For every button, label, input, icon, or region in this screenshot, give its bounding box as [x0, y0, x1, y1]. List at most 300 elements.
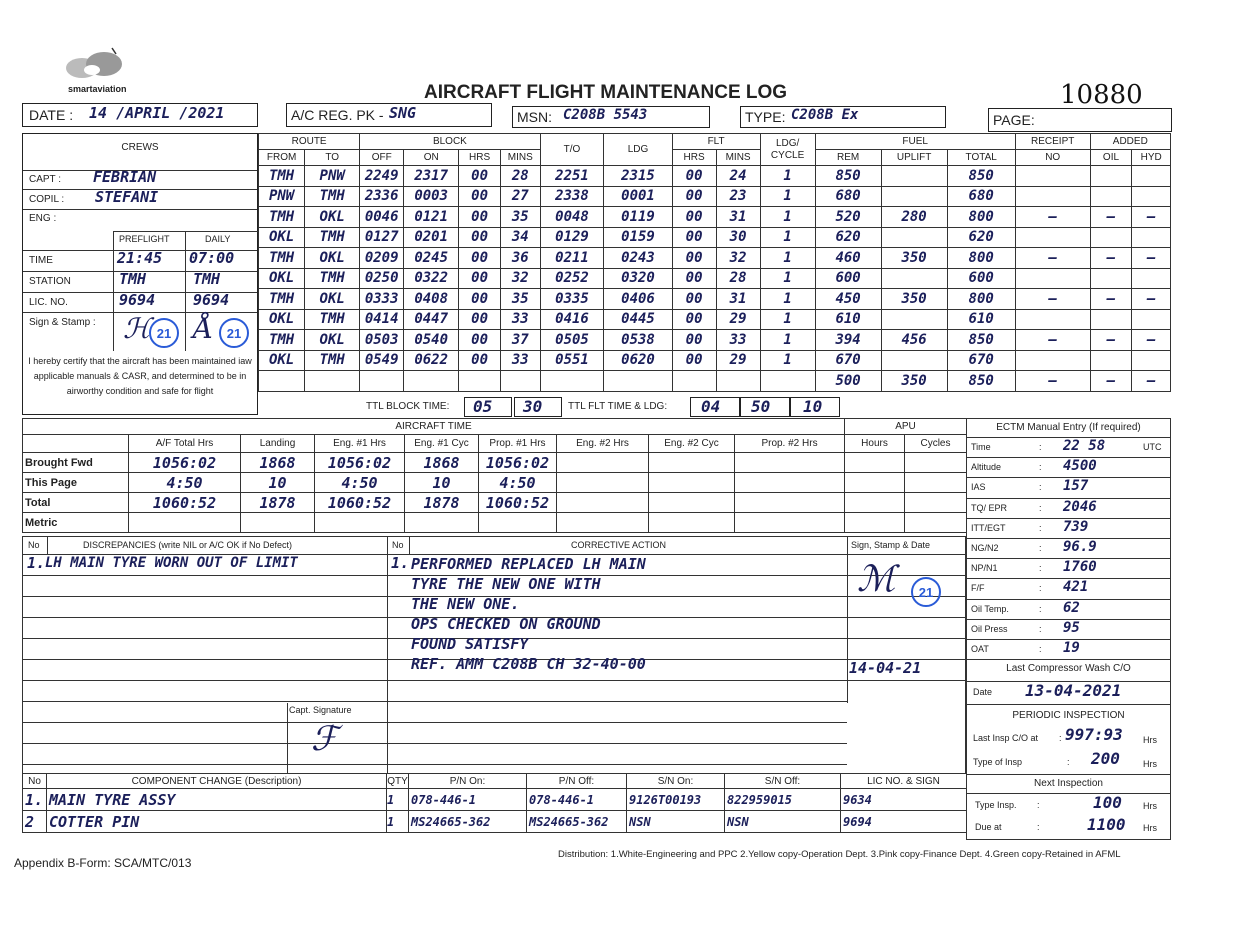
flight-cell-off: 0250 [360, 268, 404, 289]
flight-cell-hyd: — [1132, 330, 1171, 351]
flight-cell-on: 0121 [404, 207, 459, 228]
flight-cell-rec [1015, 309, 1090, 330]
block-hrs-header: HRS [459, 150, 501, 166]
component-table [22, 773, 967, 833]
aircraft-time-cell: 4:50 [479, 473, 557, 493]
flight-cell-on: 0245 [404, 248, 459, 269]
flight-cell-oil: — [1090, 330, 1132, 351]
aircraft-time-heading: AIRCRAFT TIME [23, 419, 845, 435]
flight-cell-to: TMH [305, 309, 360, 330]
flight-row [259, 289, 1171, 310]
flight-cell-oil: — [1090, 371, 1132, 392]
flt-mins-header: MINS [716, 150, 760, 166]
component-cell-sn_off: NSN [725, 811, 841, 833]
flight-cell-oil [1090, 350, 1132, 371]
flight-cell-t_o: 0129 [540, 227, 604, 248]
flight-cell-rem: 610 [815, 309, 881, 330]
flight-cell-on: 0201 [404, 227, 459, 248]
flight-cell-to: OKL [305, 330, 360, 351]
ectm-value: 19 [1063, 640, 1080, 656]
type-label: TYPE: [745, 109, 786, 125]
aircraft-time-cell [405, 513, 479, 533]
flight-cell-hyd [1132, 309, 1171, 330]
component-cell-pn_off: 078-446-1 [527, 789, 627, 811]
flight-cell-rem: 620 [815, 227, 881, 248]
flight-cell-fh: 00 [672, 207, 716, 228]
flight-cell-oil: — [1090, 207, 1132, 228]
corr-item-no: 1. [391, 554, 410, 572]
flight-cell-rem: 394 [815, 330, 881, 351]
ttl-block-mins: 30 [523, 397, 543, 416]
flight-row [259, 248, 1171, 269]
form-number: Appendix B-Form: SCA/MTC/013 [14, 856, 192, 870]
aircraft-time-cell: 10 [405, 473, 479, 493]
preflight-label: PREFLIGHT [119, 234, 170, 244]
flight-cell-off: 0414 [360, 309, 404, 330]
uplift-header: UPLIFT [881, 150, 947, 166]
sign-stamp-date-header: Sign, Stamp & Date [851, 540, 931, 550]
aircraft-time-row [23, 473, 845, 493]
flight-cell-oil [1090, 227, 1132, 248]
aircraft-time-cell: 1060:52 [479, 493, 557, 513]
lic-daily: 9694 [193, 291, 230, 309]
last-insp-label: Last Insp C/O at [973, 733, 1039, 743]
flight-cell-cyc: 1 [760, 166, 815, 187]
corrective-line: THE NEW ONE. [411, 595, 520, 613]
ectm-value: 739 [1063, 518, 1089, 535]
last-insp-unit: Hrs [1143, 735, 1157, 745]
flight-cell-mins: 28 [500, 166, 540, 187]
serial-number: 10880 [1060, 80, 1143, 110]
flight-cell-fm: 30 [716, 227, 760, 248]
ldg-header: LDG [604, 134, 672, 166]
ttl-ldg-box [790, 397, 840, 417]
flight-cell-cyc: 1 [760, 248, 815, 269]
flight-cell-cyc: 1 [760, 350, 815, 371]
flight-cell-off: 0333 [360, 289, 404, 310]
flight-cell-fh: 00 [672, 350, 716, 371]
flight-cell-oil [1090, 268, 1132, 289]
station-label: STATION [29, 276, 71, 287]
flight-cell-fh: 00 [672, 309, 716, 330]
flight-cell-on: 0447 [404, 309, 459, 330]
pn-off-header: P/N Off: [527, 774, 627, 789]
ectm-value: 421 [1063, 579, 1089, 596]
flight-cell-from: OKL [259, 350, 305, 371]
flight-row [259, 207, 1171, 228]
flight-cell-up: 350 [881, 289, 947, 310]
flight-cell-tot: 610 [947, 309, 1015, 330]
flight-cell-fh [672, 371, 716, 392]
comp-qty-header: QTY [387, 775, 408, 787]
flight-cell-oil [1090, 186, 1132, 207]
flight-cell-on: 0322 [404, 268, 459, 289]
aircraft-time-cell: 4:50 [315, 473, 405, 493]
flight-cell-fm: 31 [716, 289, 760, 310]
msn-value: C208B 5543 [563, 107, 648, 123]
aircraft-time-row [23, 453, 845, 473]
flight-cell-t_o: 0048 [540, 207, 604, 228]
component-cell-desc: MAIN TYRE ASSY [47, 789, 387, 811]
flight-cell-to: OKL [305, 248, 360, 269]
flight-row [259, 227, 1171, 248]
flight-cell-rec: — [1015, 207, 1090, 228]
flight-cell-cyc: 1 [760, 207, 815, 228]
component-cell-sn_on: NSN [627, 811, 725, 833]
next-inspection-label: Next Inspection [1034, 778, 1103, 789]
eng-label: ENG : [29, 213, 57, 224]
ttl-block-hrs: 05 [473, 397, 493, 416]
ectm-label: Altitude [971, 462, 1002, 473]
ttl-flt-hrs: 04 [701, 397, 721, 416]
flight-cell-tot: 680 [947, 186, 1015, 207]
flight-cell-fh: 00 [672, 268, 716, 289]
to-header: TO [305, 150, 360, 166]
type-value: C208B Ex [791, 107, 859, 123]
corrective-line: TYRE THE NEW ONE WITH [411, 575, 601, 593]
ectm-value: 22 58 [1063, 438, 1106, 454]
flight-cell-tot: 850 [947, 371, 1015, 392]
flight-cell-to [305, 371, 360, 392]
time-preflight: 21:45 [117, 249, 163, 267]
flight-cell-hyd: — [1132, 371, 1171, 392]
receipt-no-header: NO [1015, 150, 1090, 166]
flight-cell-tot: 620 [947, 227, 1015, 248]
flight-cell-rec: — [1015, 248, 1090, 269]
next-type-label: Type Insp. [975, 800, 1017, 810]
lic-preflight: 9694 [119, 291, 156, 309]
flight-cell-fh: 00 [672, 227, 716, 248]
flight-cell-rem: 670 [815, 350, 881, 371]
crews-heading: CREWS [121, 142, 159, 153]
component-cell-desc: COTTER PIN [47, 811, 387, 833]
aircraft-time-row-label: This Page [23, 473, 129, 493]
flight-cell-cyc: 1 [760, 227, 815, 248]
due-unit: Hrs [1143, 823, 1157, 833]
corr-no-header: No [392, 540, 404, 550]
periodic-inspection-label: PERIODIC INSPECTION [1012, 710, 1125, 721]
ectm-value: 4500 [1063, 458, 1097, 475]
ectm-label: ITT/EGT [971, 522, 1006, 533]
flight-cell-ldg: 0001 [604, 186, 672, 207]
flight-row [259, 330, 1171, 351]
aircraft-time-cell: 10 [241, 473, 315, 493]
aircraft-time-cell: 1868 [405, 453, 479, 473]
flight-cell-to: TMH [305, 350, 360, 371]
date-label: DATE : [29, 107, 74, 123]
engineer-stamp-icon: 21 [911, 577, 941, 607]
flight-cell-from: PNW [259, 186, 305, 207]
flight-cell-from: TMH [259, 289, 305, 310]
flight-cell-up: 456 [881, 330, 947, 351]
flight-cell-mins: 34 [500, 227, 540, 248]
aircraft-time-cell: 1056:02 [129, 453, 241, 473]
next-type-unit: Hrs [1143, 801, 1157, 811]
logo-icon [62, 44, 142, 84]
ectm-unit: UTC [1143, 442, 1162, 452]
reg-field [286, 103, 492, 127]
page-label: PAGE: [993, 112, 1035, 128]
flt-hrs-header: HRS [672, 150, 716, 166]
from-header: FROM [259, 150, 305, 166]
discrepancy-panel [22, 536, 966, 774]
flight-cell-from: OKL [259, 309, 305, 330]
flight-cell-ldg: 0320 [604, 268, 672, 289]
flight-cell-cyc: 1 [760, 330, 815, 351]
flight-cell-rec: — [1015, 371, 1090, 392]
corrective-line: OPS CHECKED ON GROUND [411, 615, 601, 633]
comp-desc-header: COMPONENT CHANGE (Description) [47, 774, 387, 789]
flight-cell-hrs: 00 [459, 309, 501, 330]
flight-cell-cyc: 1 [760, 289, 815, 310]
flight-cell-fm: 28 [716, 268, 760, 289]
component-cell-qty: 1 [387, 811, 409, 833]
brand-logo [62, 44, 142, 96]
ectm-value: 96.9 [1063, 539, 1097, 555]
aircraft-time-col-header: Eng. #1 Cyc [405, 435, 479, 453]
flight-cell-tot: 800 [947, 248, 1015, 269]
flight-cell-to: OKL [305, 207, 360, 228]
ttl-block-label: TTL BLOCK TIME: [366, 401, 450, 412]
page-title: AIRCRAFT FLIGHT MAINTENANCE LOG [424, 82, 788, 103]
flight-cell-off: 0127 [360, 227, 404, 248]
flight-cell-hrs: 00 [459, 166, 501, 187]
corr-heading: CORRECTIVE ACTION [571, 540, 667, 550]
flight-cell-ldg: 0445 [604, 309, 672, 330]
flight-cell-rem: 600 [815, 268, 881, 289]
total-header: TOTAL [947, 150, 1015, 166]
oil-header: OIL [1090, 150, 1132, 166]
ectm-panel: ECTM Manual Entry (If required) Time : 22 58 UTC Altitude : 4500 IAS : 157 TQ/ EPR : 2046 ITT/EGT : 739 NG/N2 : 96.9 NP/N1 : 1760 F/F : 421 Oil Temp. : 62 Oil Press : 95 OAT : 19 Last Compressor Wash C/O Date 13-04-2021 PERIODIC INSPECTION Last Insp C/O at : 997:93 Hrs Type of Insp : 200 Hrs Next Inspection Type Insp. : 100 Hrs Due at : 1100 Hrs [966, 418, 1171, 840]
aircraft-time-cell [557, 513, 649, 533]
flight-cell-tot: 850 [947, 330, 1015, 351]
flight-cell-fh: 00 [672, 289, 716, 310]
flight-cell-mins: 32 [500, 268, 540, 289]
aircraft-time-cell: 1056:02 [479, 453, 557, 473]
flight-cell-fm: 23 [716, 186, 760, 207]
ttl-flt-hrs-box [690, 397, 740, 417]
flight-cell-hyd [1132, 166, 1171, 187]
page-field [988, 108, 1172, 132]
component-row [23, 811, 967, 833]
flight-row [259, 371, 1171, 392]
flight-cell-off: 0046 [360, 207, 404, 228]
flight-cell-up [881, 227, 947, 248]
aircraft-time-row [23, 513, 845, 533]
distribution-note: Distribution: 1.White-Engineering and PPC 2.Yellow copy-Operation Dept. 3.Pink copy-Finance Dept. 4.Green copy-Retained in AFML [558, 849, 1121, 860]
engineer-signature: ℳ [857, 559, 896, 600]
component-cell-pn_on: 078-446-1 [409, 789, 527, 811]
flight-cell-oil: — [1090, 289, 1132, 310]
flight-cell-cyc [760, 371, 815, 392]
flight-cell-up [881, 268, 947, 289]
flight-cell-hyd [1132, 350, 1171, 371]
component-cell-sn_off: 822959015 [725, 789, 841, 811]
flight-cell-to: OKL [305, 289, 360, 310]
comp-no-header: No [23, 774, 47, 789]
flight-row [259, 309, 1171, 330]
flight-cell-ldg: 0538 [604, 330, 672, 351]
flight-cell-mins: 33 [500, 350, 540, 371]
compressor-wash-label: Last Compressor Wash C/O [1006, 663, 1131, 674]
flight-cell-t_o [540, 371, 604, 392]
flight-cell-up [881, 309, 947, 330]
capt-label: CAPT : [29, 174, 62, 185]
flight-table [258, 133, 1171, 392]
ectm-label: OAT [971, 644, 989, 654]
aircraft-time-row-label: Metric [23, 513, 129, 533]
ectm-value: 157 [1063, 478, 1089, 495]
flight-cell-to: TMH [305, 268, 360, 289]
crews-panel [22, 133, 258, 415]
preflight-signature: ℋ [123, 312, 151, 345]
apu-table [844, 418, 967, 533]
ttl-ldg: 10 [803, 397, 823, 416]
daily-stamp-icon: 21 [219, 318, 249, 348]
flight-cell-fm: 33 [716, 330, 760, 351]
flight-cell-hrs: 00 [459, 350, 501, 371]
aircraft-time-cell [241, 513, 315, 533]
flight-cell-ldg: 0620 [604, 350, 672, 371]
flight-cell-from: OKL [259, 227, 305, 248]
flight-cell-hyd: — [1132, 248, 1171, 269]
sn-off-header: S/N Off: [725, 774, 841, 789]
flight-cell-up [881, 166, 947, 187]
msn-label: MSN: [517, 109, 552, 125]
flight-cell-from [259, 371, 305, 392]
flight-cell-up [881, 186, 947, 207]
aircraft-time-cell [557, 473, 649, 493]
flight-cell-on [404, 371, 459, 392]
flt-header: FLT [672, 134, 760, 150]
reg-label: A/C REG. PK - [291, 107, 384, 123]
aircraft-time-cell [649, 513, 735, 533]
route-header: ROUTE [259, 134, 360, 150]
flight-cell-from: TMH [259, 207, 305, 228]
flight-row [259, 268, 1171, 289]
flight-cell-mins: 27 [500, 186, 540, 207]
aircraft-time-col-header: Eng. #2 Hrs [557, 435, 649, 453]
aircraft-time-cell [479, 513, 557, 533]
flight-cell-rec: — [1015, 330, 1090, 351]
flight-cell-cyc: 1 [760, 309, 815, 330]
corrective-line: REF. AMM C208B CH 32-40-00 [411, 655, 646, 673]
flight-cell-rem: 520 [815, 207, 881, 228]
flight-cell-ldg: 0119 [604, 207, 672, 228]
flight-cell-from: OKL [259, 268, 305, 289]
flight-cell-ldg: 2315 [604, 166, 672, 187]
flight-cell-rem: 680 [815, 186, 881, 207]
date-value: 14 /APRIL /2021 [89, 104, 225, 122]
compressor-date-value: 13-04-2021 [1025, 681, 1122, 700]
aircraft-time-cell [129, 513, 241, 533]
flight-cell-hyd [1132, 268, 1171, 289]
aircraft-time-cell: 1868 [241, 453, 315, 473]
apu-hours-header: Hours [845, 435, 905, 453]
aircraft-time-row-label: Total [23, 493, 129, 513]
flight-cell-oil [1090, 166, 1132, 187]
aircraft-time-cell [735, 513, 845, 533]
aircraft-time-row [23, 493, 845, 513]
ttl-flt-mins: 50 [751, 397, 771, 416]
flight-row [259, 166, 1171, 187]
component-cell-pn_on: MS24665-362 [409, 811, 527, 833]
flight-cell-rem: 500 [815, 371, 881, 392]
aircraft-time-cell [557, 493, 649, 513]
component-cell-no: 1. [23, 789, 47, 811]
flight-cell-tot: 800 [947, 289, 1015, 310]
last-insp-value: 997:93 [1065, 725, 1123, 744]
ectm-label: F/F [971, 583, 985, 594]
aircraft-time-cell: 1056:02 [315, 453, 405, 473]
flight-cell-mins: 37 [500, 330, 540, 351]
copil-label: COPIL : [29, 194, 65, 205]
flight-cell-to: TMH [305, 186, 360, 207]
flight-cell-cyc: 1 [760, 268, 815, 289]
sign-stamp-label: Sign & Stamp : [29, 317, 96, 328]
flight-cell-ldg [604, 371, 672, 392]
aircraft-time-row-label: Brought Fwd [23, 453, 129, 473]
flight-cell-hrs: 00 [459, 248, 501, 269]
flight-cell-from: TMH [259, 248, 305, 269]
ectm-label: Oil Press [971, 623, 1008, 634]
flight-cell-off: 0209 [360, 248, 404, 269]
flight-cell-hyd [1132, 186, 1171, 207]
flight-row [259, 350, 1171, 371]
flight-cell-cyc: 1 [760, 186, 815, 207]
copil-name: STEFANI [95, 188, 159, 206]
flight-cell-t_o: 0335 [540, 289, 604, 310]
flight-cell-off: 2249 [360, 166, 404, 187]
sn-on-header: S/N On: [627, 774, 725, 789]
aircraft-time-cell: 1878 [241, 493, 315, 513]
flight-cell-fm: 32 [716, 248, 760, 269]
flight-cell-fh: 00 [672, 330, 716, 351]
capt-name: FEBRIAN [93, 168, 157, 186]
disc-heading: DISCREPANCIES (write NIL or A/C OK if No Defect) [83, 540, 293, 550]
flight-cell-t_o: 0252 [540, 268, 604, 289]
block-header: BLOCK [360, 134, 540, 150]
ectm-heading: ECTM Manual Entry (If required) [996, 422, 1141, 433]
compressor-date-label: Date [973, 687, 993, 697]
flight-cell-mins: 36 [500, 248, 540, 269]
flight-cell-t_o: 0551 [540, 350, 604, 371]
component-cell-no: 2 [23, 811, 47, 833]
corrective-line: FOUND SATISFY [411, 635, 529, 653]
component-cell-sn_on: 9126T00193 [627, 789, 725, 811]
flight-cell-rem: 450 [815, 289, 881, 310]
ectm-value: 62 [1063, 599, 1080, 616]
aircraft-time-col-header: Prop. #2 Hrs [735, 435, 845, 453]
aircraft-time-cell [735, 493, 845, 513]
flight-cell-up: 350 [881, 371, 947, 392]
flight-cell-on: 0408 [404, 289, 459, 310]
to-time-header: T/O [540, 134, 604, 166]
time-label: TIME [29, 255, 53, 266]
flight-cell-tot: 600 [947, 268, 1015, 289]
apu-heading: APU [845, 419, 967, 435]
flight-cell-fm: 24 [716, 166, 760, 187]
type-insp-label: Type of Insp [973, 757, 1023, 767]
brand-name: smartaviation [68, 84, 127, 94]
date-field [22, 103, 258, 127]
aircraft-time-cell [649, 473, 735, 493]
disc-no-header: No [28, 540, 40, 550]
hyd-header: HYD [1132, 150, 1171, 166]
flight-cell-off [360, 371, 404, 392]
ectm-label: NP/N1 [971, 563, 998, 574]
pn-on-header: P/N On: [409, 774, 527, 789]
